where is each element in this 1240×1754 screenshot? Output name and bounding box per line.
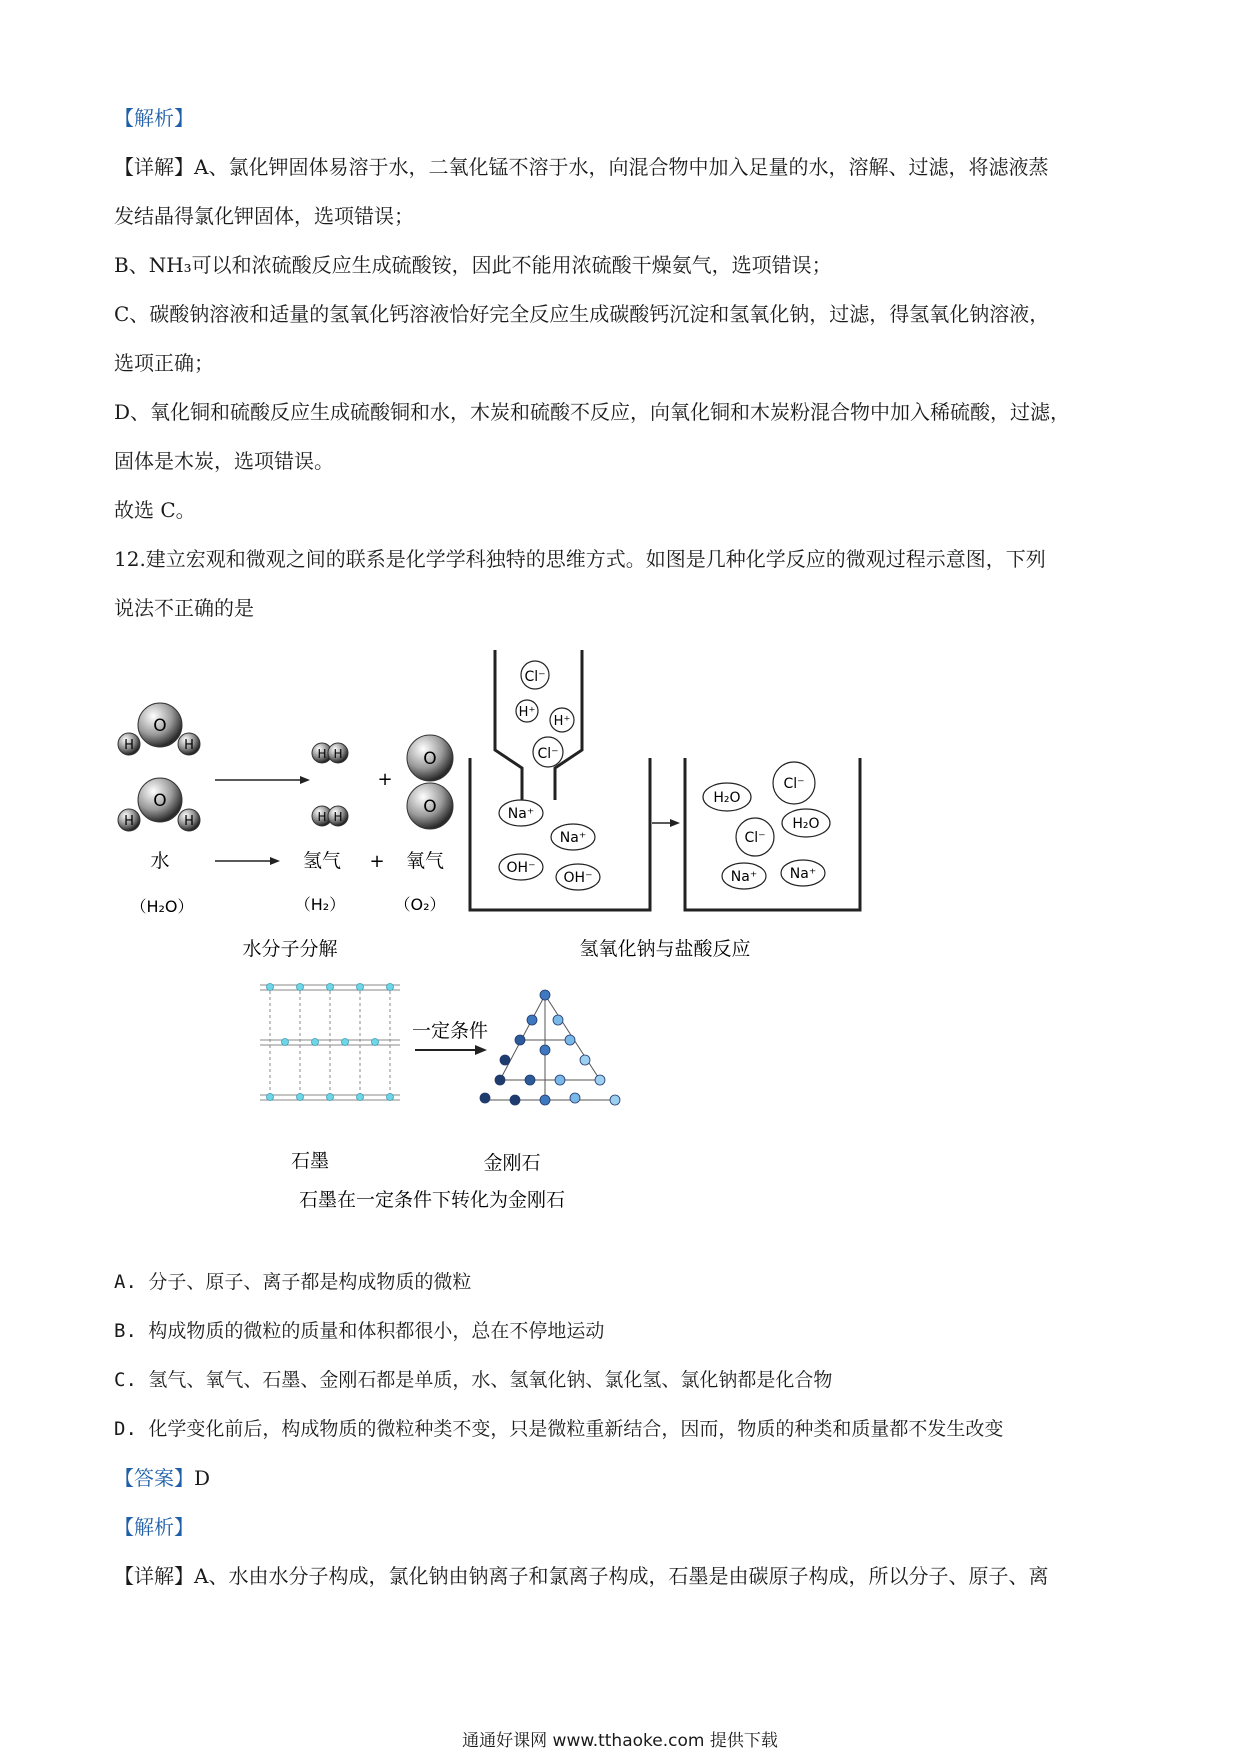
atom-h-label: H [333,810,343,824]
graphite-label: 石墨 [290,1150,330,1172]
water-formula: （H₂O） [130,897,194,916]
ion-cl: Cl⁻ [537,746,559,762]
ion-cl: Cl⁻ [783,776,805,792]
detail-line: B、NH₃可以和浓硫酸反应生成硫酸铵，因此不能用浓硫酸干燥氨气，选项错误； [114,253,832,277]
hydrogen-molecule [312,806,348,826]
oxygen-label: 氧气 [405,850,445,872]
ion-h: H⁺ [553,714,571,729]
option-d: D. 化学变化前后，构成物质的微粒种类不变，只是微粒重新结合，因而，物质的种类和质量都不发生改变 [114,1418,1004,1440]
ion-cl: Cl⁻ [524,669,546,685]
ion-na: Na⁺ [730,869,758,885]
reaction-figure [100,640,880,1230]
ion-na: Na⁺ [789,866,817,882]
plus-sign: + [369,851,385,872]
caption-naoh-hcl: 氢氧化钠与盐酸反应 [579,938,751,960]
detail-line: 固体是木炭，选项错误。 [114,449,334,473]
ion-cl: Cl⁻ [744,830,766,846]
detail-line: C、碳酸钠溶液和适量的氢氧化钙溶液恰好完全反应生成碳酸钙沉淀和氢氧化钠，过滤，得氢氧化钠溶液， [114,302,1050,326]
water-molecule [118,778,200,831]
answer-label: 【答案】 [114,1466,194,1490]
atom-o-label: O [153,791,167,811]
atom-h-label: H [124,738,134,753]
question-12-line: 说法不正确的是 [114,596,254,620]
hydrogen-formula: （H₂） [294,895,346,914]
ion-h: H⁺ [518,705,536,720]
atom-o-label: O [153,716,167,736]
atom-o-label: O [423,797,437,817]
detail-line: 发结晶得氯化钾固体，选项错误； [114,204,414,228]
reaction-diagram [100,640,880,1230]
mol-h2o: H₂O [713,790,741,806]
choose-line: 故选 C。 [114,498,196,522]
graphite-structure [260,985,400,1100]
analysis-header: 【解析】 [114,106,194,130]
ion-na: Na⁺ [507,806,535,822]
atom-h-label: H [317,747,327,761]
option-a: A. 分子、原子、离子都是构成物质的微粒 [114,1271,472,1293]
atom-h-label: H [184,814,194,829]
water-molecule [118,703,200,755]
detail-line: 【详解】A、水由水分子构成，氯化钠由钠离子和氯离子构成，石墨是由碳原子构成，所以分子、原子、离 [114,1564,1049,1588]
option-c: C. 氢气、氧气、石墨、金刚石都是单质，水、氢氧化钠、氯化氢、氯化钠都是化合物 [114,1369,833,1391]
atom-h-label: H [184,738,194,753]
detail-line: 【详解】A、氯化钾固体易溶于水，二氧化锰不溶于水，向混合物中加入足量的水，溶解、过滤，将滤液蒸 [114,155,1049,179]
water-label: 水 [150,850,170,872]
hydrogen-molecule [312,743,348,763]
oxygen-molecule [407,735,453,829]
oxygen-formula: （O₂） [394,895,446,914]
plus-sign: + [377,769,393,790]
ion-oh: OH⁻ [563,870,593,886]
option-b: B. 构成物质的微粒的质量和体积都很小，总在不停地运动 [114,1320,605,1342]
answer-line [114,1463,210,1493]
hydrogen-label: 氢气 [302,850,342,872]
page-footer: 通通好课网 www.tthaoke.com 提供下载 [462,1731,778,1751]
caption-graphite-diamond: 石墨在一定条件下转化为金刚石 [298,1189,566,1211]
analysis-header: 【解析】 [114,1515,194,1539]
answer-value: D [194,1466,211,1490]
mol-h2o: H₂O [792,816,820,832]
detail-line: 选项正确； [114,351,214,375]
ion-oh: OH⁻ [506,860,536,876]
detail-line: D、氧化铜和硫酸反应生成硫酸铜和水，木炭和硫酸不反应，向氧化铜和木炭粉混合物中加入稀硫酸，过滤， [114,400,1071,424]
atom-h-label: H [317,810,327,824]
ion-na: Na⁺ [559,830,587,846]
condition-label: 一定条件 [411,1020,489,1042]
diamond-label: 金刚石 [483,1152,541,1174]
question-12-line: 12.建立宏观和微观之间的联系是化学学科独特的思维方式。如图是几种化学反应的微观过程示意图，下列 [114,547,1046,571]
atom-o-label: O [423,749,437,769]
caption-water-decomposition: 水分子分解 [242,938,338,960]
atom-h-label: H [124,814,134,829]
atom-h-label: H [333,747,343,761]
